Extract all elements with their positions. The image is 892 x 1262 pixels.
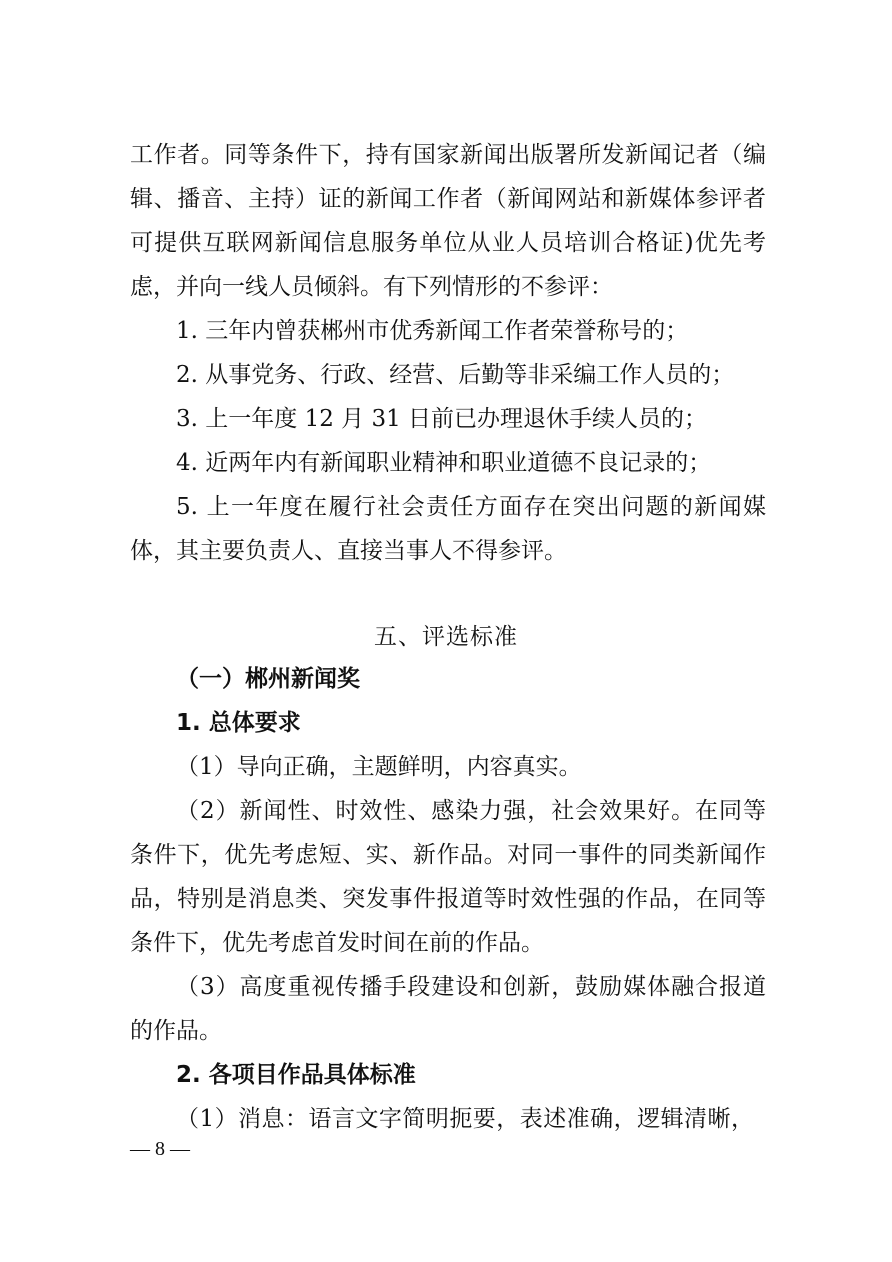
- subsection-heading: （一）郴州新闻奖: [176, 666, 360, 692]
- list-item: 3. 上一年度 12 月 31 日前已办理退休手续人员的；: [176, 406, 708, 432]
- list-item-continuation: 体，其主要负责人、直接当事人不得参评。: [130, 538, 567, 564]
- section-heading: 五、评选标准: [374, 624, 518, 650]
- paragraph-line: 条件下，优先考虑首发时间在前的作品。: [130, 930, 544, 956]
- paragraph-line: 条件下，优先考虑短、实、新作品。对同一事件的同类新闻作: [130, 842, 766, 868]
- standard-item: （1）消息：语言文字简明扼要，表述准确，逻辑清晰，: [176, 1106, 754, 1132]
- paragraph-line: 虑，并向一线人员倾斜。有下列情形的不参评：: [130, 274, 613, 300]
- requirement-item: （3）高度重视传播手段建设和创新，鼓励媒体融合报道: [176, 974, 766, 1000]
- list-item: 5. 上一年度在履行社会责任方面存在突出问题的新闻媒: [176, 494, 766, 520]
- list-item: 2. 从事党务、行政、经营、后勤等非采编工作人员的；: [176, 362, 735, 388]
- paragraph-line: 的作品。: [130, 1018, 222, 1044]
- requirement-item: （1）导向正确，主题鲜明，内容真实。: [176, 754, 582, 780]
- standards-heading: 2. 各项目作品具体标准: [176, 1062, 416, 1088]
- list-item: 4. 近两年内有新闻职业精神和职业道德不良记录的；: [176, 450, 712, 476]
- list-item: 1. 三年内曾获郴州市优秀新闻工作者荣誉称号的；: [176, 318, 689, 344]
- page-number: — 8 —: [130, 1138, 190, 1160]
- paragraph-line: 工作者。同等条件下，持有国家新闻出版署所发新闻记者（编: [130, 142, 766, 168]
- requirements-heading: 1. 总体要求: [176, 710, 301, 736]
- paragraph-line: 品，特别是消息类、突发事件报道等时效性强的作品，在同等: [130, 886, 766, 912]
- requirement-item: （2）新闻性、时效性、感染力强，社会效果好。在同等: [176, 798, 766, 824]
- paragraph-line: 可提供互联网新闻信息服务单位从业人员培训合格证)优先考: [130, 230, 766, 256]
- paragraph-line: 辑、播音、主持）证的新闻工作者（新闻网站和新媒体参评者: [130, 186, 766, 212]
